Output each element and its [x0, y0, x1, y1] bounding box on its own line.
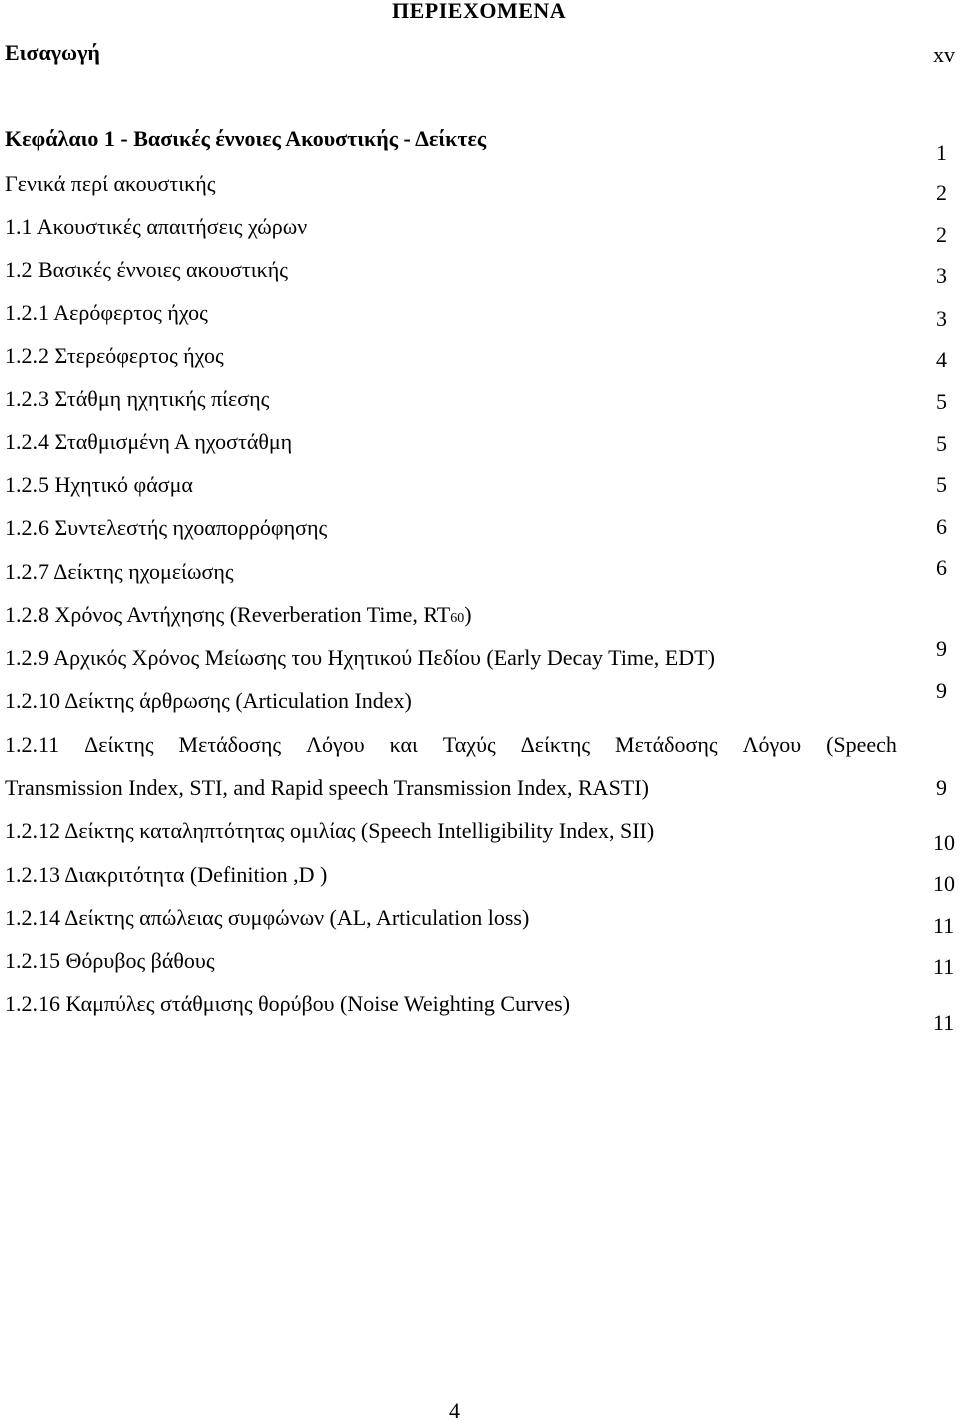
- toc-word: 1.2.11: [5, 732, 60, 757]
- toc-entry-label: 1.2.15 Θόρυβος βάθους: [5, 948, 215, 973]
- toc-word: Ταχύς: [442, 732, 496, 757]
- toc-entry-page: 11: [933, 913, 955, 938]
- rt-subscript: 60: [450, 611, 465, 626]
- toc-entry-label: 1.2.9 Αρχικός Χρόνος Μείωσης του Ηχητικού Πεδίου (Early Decay Time, EDT): [5, 645, 715, 670]
- toc-entry-page: 2: [936, 180, 947, 205]
- toc-entry-label: 1.2.1 Αερόφερτος ήχος: [5, 300, 208, 325]
- toc-entry-label: Γενικά περί ακουστικής: [5, 171, 216, 196]
- toc-intro-page: xv: [933, 42, 955, 67]
- toc-entry-page: 9: [936, 775, 947, 800]
- toc-word: Μετάδοσης: [178, 732, 282, 757]
- toc-entry-label: 1.2.4 Σταθμισμένη Α ηχοστάθμη: [5, 429, 293, 454]
- toc-entry-page: 11: [933, 954, 955, 979]
- toc-entry-page: 3: [936, 306, 947, 331]
- toc-entry-page: 2: [936, 222, 947, 247]
- toc-entry-label: 1.2.3 Στάθμη ηχητικής πίεσης: [5, 386, 270, 411]
- toc-chapter1-page: 1: [936, 140, 947, 165]
- toc-entry-label: 1.1 Ακουστικές απαιτήσεις χώρων: [5, 214, 308, 239]
- toc-word: Δείκτης: [84, 732, 154, 757]
- toc-word: Μετάδοσης: [615, 732, 718, 757]
- toc-entry-label: 1.2 Βασικές έννοιες ακουστικής: [5, 257, 288, 282]
- toc-word: Δείκτης: [520, 732, 591, 757]
- toc-entry-page: 10: [933, 871, 955, 896]
- toc-entry-label: 1.2.14 Δείκτης απώλειας συμφώνων (AL, Articulation loss): [5, 905, 530, 930]
- toc-entry-page: 11: [933, 1010, 955, 1035]
- toc-entry-justified: [5, 734, 897, 756]
- toc-entry-label: 1.2.2 Στερεόφερτος ήχος: [5, 343, 224, 368]
- toc-entry-page: 4: [936, 347, 947, 372]
- toc-entry-label: 1.2.16 Καμπύλες στάθμισης θορύβου (Noise Weighting Curves): [5, 991, 571, 1016]
- toc-entry-page: 3: [936, 263, 947, 288]
- toc-entry-label: 1.2.6 Συντελεστής ηχοαπορρόφησης: [5, 515, 328, 540]
- toc-entry-label: 1.2.8 Χρόνος Αντήχησης (Reverberation Time, RT: [5, 602, 451, 627]
- toc-entry-label: 1.2.13 Διακριτότητα (Definition ,D ): [5, 862, 328, 887]
- toc-chapter1-label: Κεφάλαιο 1 - Βασικές έννοιες Ακουστικής - Δείκτες: [5, 126, 487, 151]
- toc-entry-page: 6: [936, 555, 947, 580]
- toc-entry-label: 1.2.5 Ηχητικό φάσμα: [5, 472, 193, 497]
- page-title: ΠΕΡΙΕΧΟΜΕΝΑ: [392, 0, 567, 23]
- toc-entry-page: 9: [936, 636, 947, 661]
- toc-word: (Speech: [826, 732, 897, 757]
- toc-entry-rt60: [5, 604, 472, 626]
- toc-entry-label: 1.2.7 Δείκτης ηχομείωσης: [5, 559, 234, 584]
- toc-entry-page: 6: [936, 514, 947, 539]
- toc-intro-label: Εισαγωγή: [5, 40, 100, 65]
- toc-entry-label: 1.2.12 Δείκτης καταληπτότητας ομιλίας (Speech Intelligibility Index, SII): [5, 818, 655, 843]
- toc-entry-page: 5: [936, 431, 947, 456]
- toc-entry-page: 5: [936, 472, 947, 497]
- toc-entry-label: Transmission Index, STI, and Rapid speech Transmission Index, RASTI): [5, 775, 649, 800]
- toc-entry-label-tail: ): [464, 602, 472, 627]
- toc-entry-page: 9: [936, 678, 947, 703]
- toc-word: Λόγου: [742, 732, 802, 757]
- toc-entry-page: 5: [936, 389, 947, 414]
- toc-entry-page: 10: [933, 830, 955, 855]
- toc-word: Λόγου: [306, 732, 365, 757]
- footer-page-number: 4: [449, 1398, 460, 1423]
- toc-word: και: [389, 732, 418, 757]
- toc-entry-label: 1.2.10 Δείκτης άρθρωσης (Articulation Index): [5, 688, 412, 713]
